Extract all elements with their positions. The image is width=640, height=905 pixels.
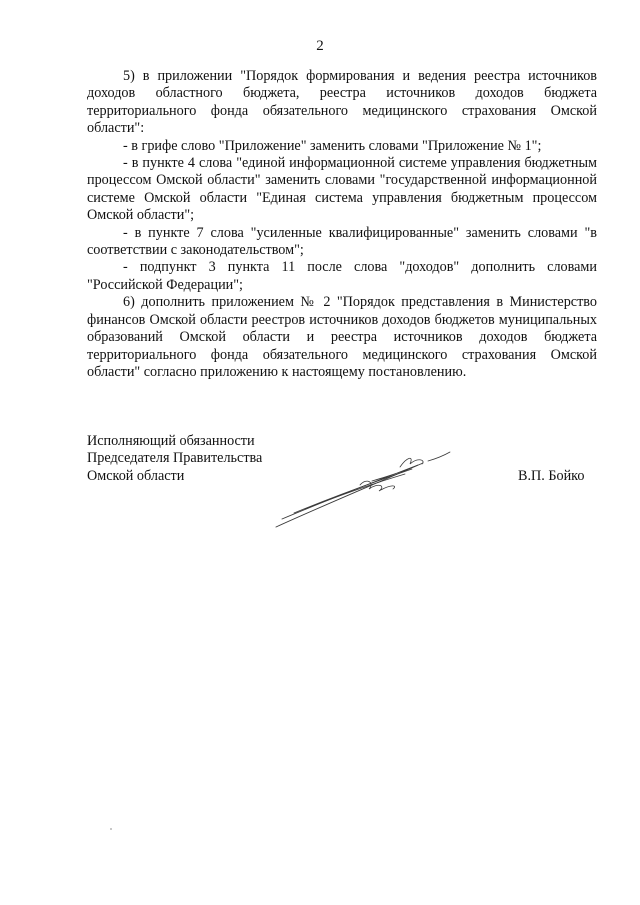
signatory-name: В.П. Бойко: [518, 468, 585, 484]
signatory-title-line: Исполняющий обязанности: [87, 433, 255, 449]
signatory-title-line: Председателя Правительства: [87, 450, 263, 467]
paragraph-stamp-change: - в грифе слово "Приложение" заменить словами "Приложение № 1";: [123, 137, 542, 154]
paragraph-point-4-change: - в пункте 4 слова "единой информационной системе управления бюджетным процессом Омской области" заменить словами "государственной информационной системе Омской области "Единая система управления бюджетным процессом Омской области";: [87, 155, 597, 224]
scan-speck: [110, 828, 112, 830]
paragraph-point-11-change: - подпункт 3 пункта 11 после слова "доходов" дополнить словами "Российской Федерации";: [87, 259, 597, 293]
document-body: [87, 68, 597, 381]
signatory-title: [87, 433, 262, 485]
paragraph-point-7-change: - в пункте 7 слова "усиленные квалифицированные" заменить словами "в соответствии с законодательством";: [87, 224, 597, 259]
paragraph-item-6: 6) дополнить приложением № 2 "Порядок представления в Министерство финансов Омской области реестров источников доходов бюджетов муниципальных образований Омской области и реестра источников доходов бюджета территориального фонда обязательного медицинского страхования Омской области" согласно приложению к настоящему постановлению.: [87, 294, 597, 380]
page-number: 2: [316, 38, 324, 54]
paragraph-item-5: 5) в приложении "Порядок формирования и ведения реестра источников доходов областного бюджета, реестра источников доходов бюджета территориального фонда обязательного медицинского страхования Омской области":: [87, 68, 597, 137]
handwritten-signature: [268, 447, 458, 532]
signatory-title-line: Омской области: [87, 467, 185, 484]
